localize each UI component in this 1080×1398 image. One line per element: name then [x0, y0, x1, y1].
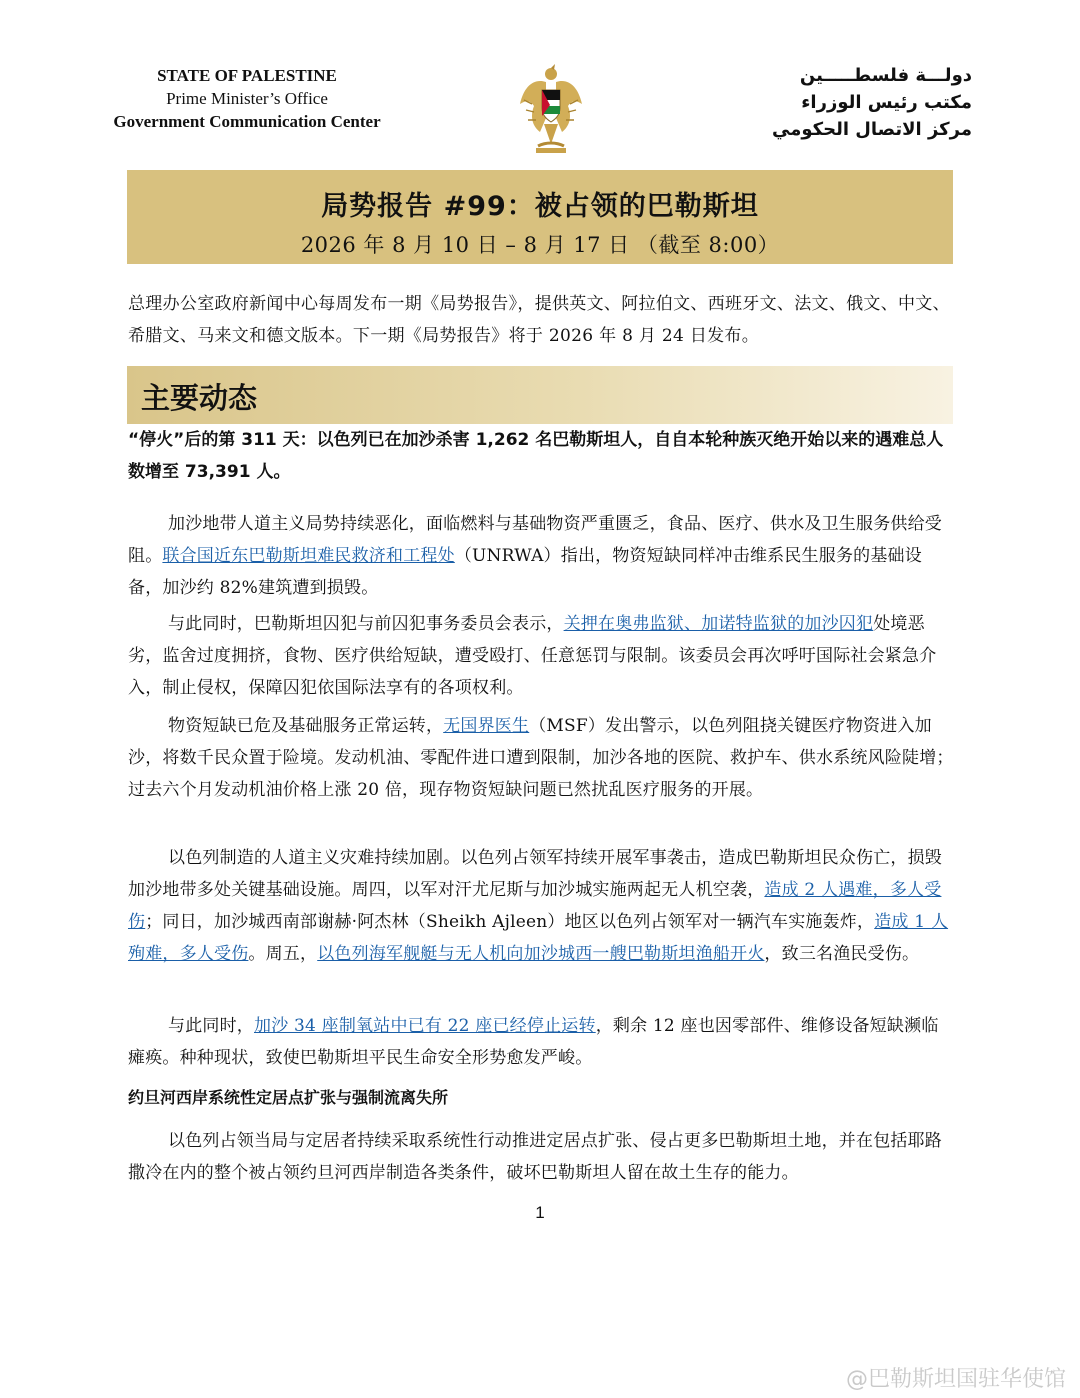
letterhead-english: [92, 64, 402, 133]
section-title: 主要动态: [141, 381, 258, 415]
page-number: 1: [535, 1203, 545, 1222]
office-name-ar: مكتب رئيس الوزراء: [801, 92, 972, 113]
paragraph-text: ，剩余 12 座也因零部件、维修设备短缺濒临瘫痪。种种现状，致使巴勒斯坦平民生命安全形势愈发严峻。: [128, 1016, 939, 1068]
paragraph-text: 以色列制造的人道主义灾难持续加剧。以色列占领军持续开展军事袭击，造成巴勒斯坦民众伤亡，损毁加沙地带多处关键基础设施。周四，以军对汗尤尼斯与加沙城实施两起无人机空袭，: [128, 848, 942, 900]
paragraph-attacks: [128, 842, 954, 970]
paragraph-text: 物资短缺已危及基础服务正常运转，: [168, 716, 444, 736]
paragraph-oxygen: [128, 1010, 954, 1074]
paragraph-text: 与此同时，巴勒斯坦囚犯与前囚犯事务委员会表示，: [168, 614, 564, 634]
center-name-en: Government Communication Center: [113, 112, 381, 131]
link-prisoners[interactable]: 关押在奥弗监狱、加诺特监狱的加沙囚犯: [563, 614, 874, 634]
palestine-eagle-emblem-icon: [516, 60, 586, 160]
report-title-box: [127, 170, 953, 264]
paragraph-west-bank: 以色列占领当局与定居者持续采取系统性行动推进定居点扩张、侵占更多巴勒斯坦土地，并在包括耶路撒冷在内的整个被占领约旦河西岸制造各类条件，破坏巴勒斯坦人留在故土生存的能力。: [128, 1131, 942, 1183]
report-title: 局势报告 #99：被占领的巴勒斯坦: [321, 191, 759, 222]
paragraph-msf: [128, 710, 954, 806]
letterhead-arabic: [732, 62, 972, 143]
intro-paragraph: 总理办公室政府新闻中心每周发布一期《局势报告》，提供英文、阿拉伯文、西班牙文、法文、俄文、中文、希腊文、马来文和德文版本。下一期《局势报告》将于 2026 年 8 月 24 日发布。: [128, 294, 950, 346]
paragraph-text: 与此同时，: [168, 1016, 254, 1036]
link-oxygen-stations[interactable]: 加沙 34 座制氧站中已有 22 座已经停止运转: [254, 1016, 596, 1036]
section-header: [127, 366, 953, 424]
link-unrwa[interactable]: 联合国近东巴勒斯坦难民救济和工程处: [162, 546, 455, 566]
paragraph-prisoners: [128, 608, 954, 704]
link-msf[interactable]: 无国界医生: [443, 716, 530, 736]
link-car-bombing[interactable]: 造成 1 人殉难，多人受伤: [128, 912, 949, 964]
state-name-ar: دولـــة فلسطـــــين: [799, 65, 972, 86]
weibo-watermark: @巴勒斯坦国驻华使馆: [845, 1367, 1066, 1392]
paragraph-text: （UNRWA）指出，物资短缺同样冲击维系民生服务的基础设备，加沙约 82%建筑遭到损毁。: [128, 546, 922, 598]
paragraph-text: 加沙地带人道主义局势持续恶化，面临燃料与基础物资严重匮乏，食品、医疗、供水及卫生服务供给受阻。: [128, 514, 942, 566]
center-name-ar: مركز الاتصال الحكومي: [772, 119, 972, 140]
link-fishing-boat[interactable]: 以色列海军舰艇与无人机向加沙城西一艘巴勒斯坦渔船开火: [317, 944, 765, 964]
paragraph-text: 。周五，: [248, 944, 318, 964]
paragraph-text: 处境恶劣，监舍过度拥挤，食物、医疗供给短缺，遭受殴打、任意惩罚与限制。该委员会再次呼吁国际社会紧急介入，制止侵权，保障囚犯依国际法享有的各项权利。: [128, 614, 937, 698]
state-name-en: STATE OF PALESTINE: [157, 66, 337, 85]
letterhead: [0, 0, 1080, 170]
subsection-title: 约旦河西岸系统性定居点扩张与强制流离失所: [128, 1088, 449, 1107]
office-name-en: Prime Minister’s Office: [166, 89, 328, 108]
paragraph-text: （MSF）发出警示，以色列阻挠关键医疗物资进入加沙，将数千民众置于险境。发动机油、零配件进口遭到限制，加沙各地的医院、救护车、供水系统风险陡增；过去六个月发动机油价格上涨 20 倍，现存物资短缺问题已然扰乱医疗服务的开展。: [128, 716, 954, 800]
paragraph-text: ；同日，加沙城西南部谢赫·阿杰林（Sheikh Ajleen）地区以色列占领军对一辆汽车实施轰炸，: [145, 912, 875, 932]
link-drone-strike[interactable]: 造成 2 人遇难，多人受伤: [128, 880, 942, 932]
paragraph-text: ，致三名渔民受伤。: [764, 944, 920, 964]
paragraph-humanitarian: [128, 508, 954, 604]
report-date-range: 2026 年 8 月 10 日 – 8 月 17 日 （截至 8:00）: [300, 233, 780, 257]
key-headline: “停火”后的第 311 天：以色列已在加沙杀害 1,262 名巴勒斯坦人，自自本轮种族灭绝开始以来的遇难总人数增至 73,391 人。: [128, 430, 944, 482]
